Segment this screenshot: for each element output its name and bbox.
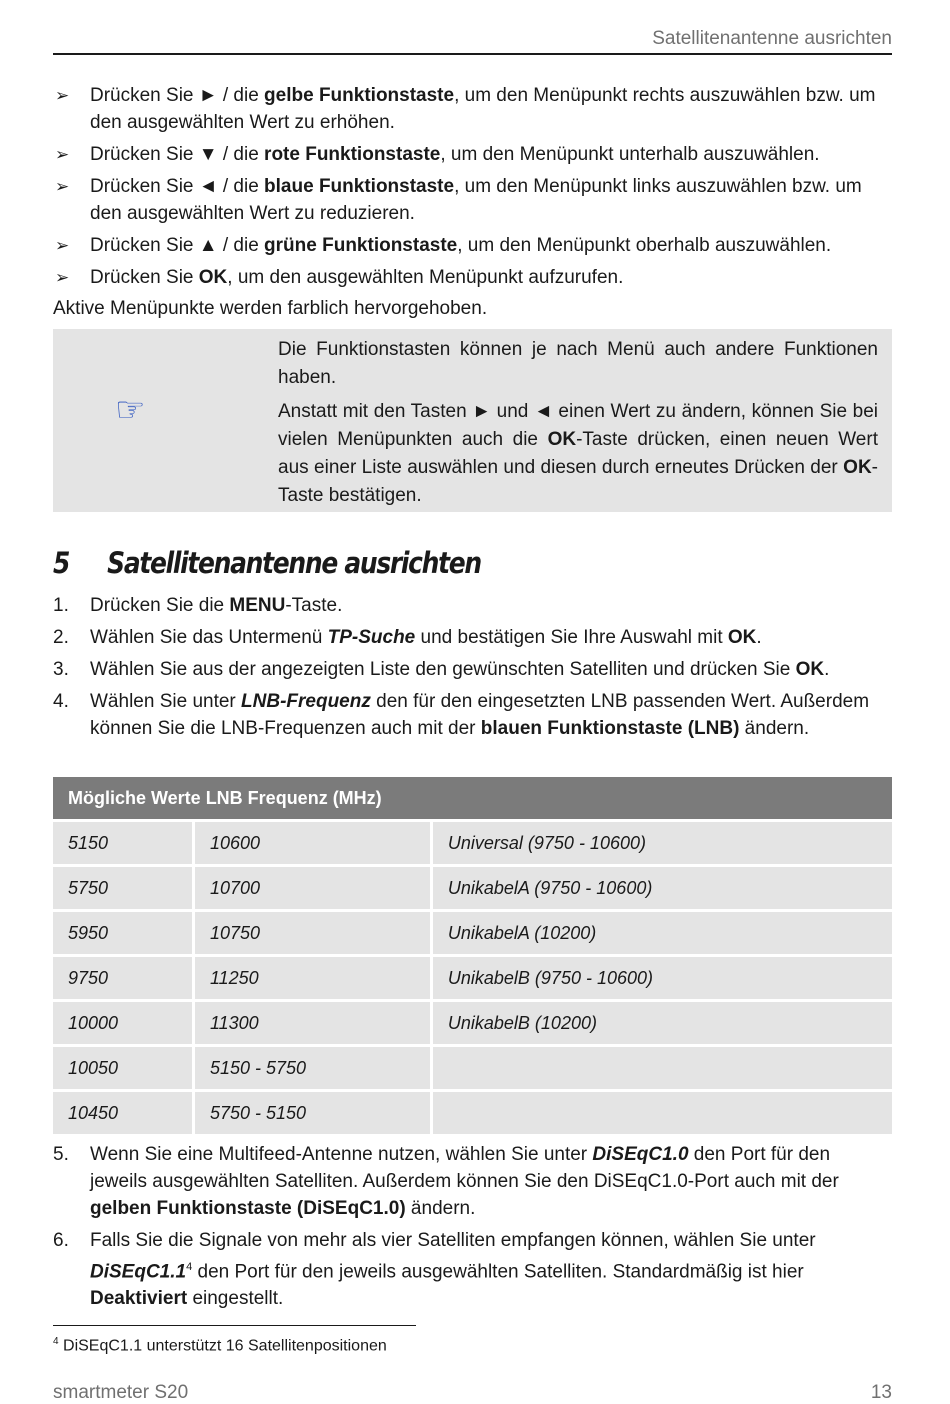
bold-text: OK [198, 267, 228, 288]
table-row [53, 864, 892, 909]
table-cell: 10050 [53, 1044, 195, 1089]
list-item [53, 141, 892, 168]
table-body [53, 819, 892, 1134]
bold-text: MENU [229, 595, 286, 616]
bold-text: blauen Funktionstaste (LNB) [480, 718, 740, 739]
text-run: , um den Menüpunkt rechts auszuwählen bzw. um den ausgewählten Wert zu erhöhen. [90, 85, 876, 133]
step-item [53, 1141, 892, 1222]
text-run: Wählen Sie aus der angezeigten Liste den gewünschten Satelliten und drücken Sie [90, 659, 796, 680]
table-row [53, 909, 892, 954]
table-row [53, 819, 892, 864]
step-number: 1. [53, 595, 69, 616]
note-box [53, 329, 892, 512]
step-item [53, 592, 892, 619]
text-run: Drücken Sie ▼ / die [90, 144, 265, 165]
steps-list-second [53, 1141, 892, 1317]
list-item [53, 264, 892, 291]
footnote-reference: 4 [186, 1261, 193, 1273]
menu-item-name: LNB-Frequenz [241, 691, 371, 712]
table-cell: 5150 - 5750 [195, 1044, 433, 1089]
menu-item-name: TP-Suche [327, 627, 416, 648]
note-text [278, 336, 878, 516]
step-number: 4. [53, 691, 69, 712]
table-cell: 9750 [53, 954, 195, 999]
table-cell: 5950 [53, 909, 195, 954]
arrow-bullet-icon: ➢ [55, 268, 70, 287]
menu-item-name: DiSEqC1.1 [90, 1261, 187, 1283]
table-cell: UnikabelB (10200) [433, 999, 892, 1044]
text-run: ändern. [405, 1198, 476, 1219]
text-run: -Taste. [285, 595, 343, 616]
step-item [53, 1227, 892, 1312]
text-run: Die Funktionstasten können je nach Menü auch andere Funktionen haben. [278, 339, 878, 388]
table-cell: Universal (9750 - 10600) [433, 819, 892, 864]
text-run: den Port für den jeweils ausgewählten Satelliten. Außerdem können Sie den DiSEqC1.0-Port auch mit der [90, 1144, 839, 1192]
list-item [53, 173, 892, 227]
table-row [53, 1044, 892, 1089]
bold-text: gelbe Funktionstaste [264, 85, 455, 106]
arrow-bullet-icon: ➢ [55, 86, 70, 105]
text-run: -Taste bestätigen. [278, 457, 878, 506]
step-number: 2. [53, 627, 69, 648]
bold-text: OK [547, 429, 577, 450]
text-run: den Port für den jeweils ausgewählten Satelliten. Standardmäßig ist hier [192, 1261, 804, 1283]
lnb-frequency-table [53, 777, 892, 1134]
section-title: Satellitenantenne ausrichten [107, 546, 481, 580]
text-run: und bestätigen Sie Ihre Auswahl mit [415, 627, 728, 648]
text-run: , um den Menüpunkt unterhalb auszuwählen. [440, 144, 820, 165]
step-item [53, 656, 892, 683]
table-header-row [53, 777, 892, 819]
step-number: 3. [53, 659, 69, 680]
footnote-mark: 4 [53, 1336, 59, 1347]
text-run: den für den eingesetzten LNB passenden Wert. Außerdem können Sie die LNB-Frequenzen auch mit der [90, 691, 870, 739]
bold-text: OK [795, 659, 825, 680]
text-run: , um den Menüpunkt oberhalb auszuwählen. [457, 235, 832, 256]
text-run: Drücken Sie ◄ / die [90, 176, 265, 197]
key-instructions-list [53, 82, 892, 296]
bold-text: Deaktiviert [90, 1288, 188, 1310]
footer-product-name: smartmeter S20 [53, 1382, 189, 1403]
menu-item-name: DiSEqC1.0 [592, 1144, 689, 1165]
table-cell [433, 1044, 892, 1089]
table-cell: 11300 [195, 999, 433, 1044]
list-item [53, 232, 892, 259]
table-cell: 10600 [195, 819, 433, 864]
arrow-bullet-icon: ➢ [55, 145, 70, 164]
text-run: Anstatt mit den Tasten ► und ◄ einen Wert zu ändern, können Sie bei vielen Menüpunkten auch die [278, 401, 878, 450]
text-run: Wählen Sie das Untermenü [90, 627, 328, 648]
table-cell [433, 1089, 892, 1134]
text-run: , um den ausgewählten Menüpunkt aufzurufen. [227, 267, 624, 288]
text-run: . [824, 659, 830, 680]
pointing-hand-icon: ☞ [115, 391, 146, 429]
table-cell: UnikabelA (9750 - 10600) [433, 864, 892, 909]
table-row [53, 999, 892, 1044]
text-run: , um den Menüpunkt links auszuwählen bzw. um den ausgewählten Wert zu reduzieren. [90, 176, 862, 224]
step-number: 6. [53, 1230, 69, 1251]
step-number: 5. [53, 1144, 69, 1165]
bold-text: rote Funktionstaste [264, 144, 441, 165]
bold-text: blaue Funktionstaste [264, 176, 455, 197]
table-row [53, 954, 892, 999]
footnote-divider [53, 1325, 416, 1326]
text-run: ändern. [739, 718, 810, 739]
arrow-bullet-icon: ➢ [55, 236, 70, 255]
text-run: Drücken Sie [90, 267, 199, 288]
bold-text: gelben Funktionstaste (DiSEqC1.0) [90, 1198, 406, 1219]
table-cell: UnikabelA (10200) [433, 909, 892, 954]
table-cell: 10700 [195, 864, 433, 909]
table-cell: 10450 [53, 1089, 195, 1134]
text-run: Drücken Sie die [90, 595, 230, 616]
footnote [53, 1336, 387, 1355]
table-cell: 5150 [53, 819, 195, 864]
bold-text: OK [843, 457, 872, 478]
step-item [53, 688, 892, 742]
section-number: 5 [53, 546, 70, 580]
list-item [53, 82, 892, 136]
text-run: -Taste drücken, einen neuen Wert aus einer Liste auswählen und diesen durch erneutes Drücken der [278, 429, 878, 478]
table-cell: 5750 - 5150 [195, 1089, 433, 1134]
table-row [53, 1089, 892, 1134]
table-cell: 10000 [53, 999, 195, 1044]
table-cell: 10750 [195, 909, 433, 954]
note-paragraph [278, 398, 878, 510]
text-run: . [756, 627, 762, 648]
text-run: Drücken Sie ► / die [90, 85, 265, 106]
table-cell: UnikabelB (9750 - 10600) [433, 954, 892, 999]
note-paragraph [278, 336, 878, 392]
steps-list-first [53, 592, 892, 747]
table-header: Mögliche Werte LNB Frequenz (MHz) [53, 777, 892, 819]
text-run: Wählen Sie unter [90, 691, 242, 712]
arrow-bullet-icon: ➢ [55, 177, 70, 196]
bold-text: OK [727, 627, 757, 648]
text-run: Drücken Sie ▲ / die [90, 235, 265, 256]
table-cell: 5750 [53, 864, 195, 909]
running-header-title: Satellitenantenne ausrichten [652, 28, 892, 49]
footnote-text: DiSEqC1.1 unterstützt 16 Satellitenpositionen [58, 1337, 387, 1355]
page-number: 13 [870, 1382, 892, 1403]
text-run: Wenn Sie eine Multifeed-Antenne nutzen, wählen Sie unter [90, 1144, 593, 1165]
bold-text: grüne Funktionstaste [264, 235, 458, 256]
text-run: Falls Sie die Signale von mehr als vier Satelliten empfangen können, wählen Sie unter [90, 1230, 816, 1251]
text-run: eingestellt. [187, 1288, 284, 1310]
table-cell: 11250 [195, 954, 433, 999]
active-items-note: Aktive Menüpunkte werden farblich hervorgehoben. [53, 298, 488, 319]
step-item [53, 624, 892, 651]
section-heading [53, 546, 481, 580]
running-header [53, 28, 892, 55]
